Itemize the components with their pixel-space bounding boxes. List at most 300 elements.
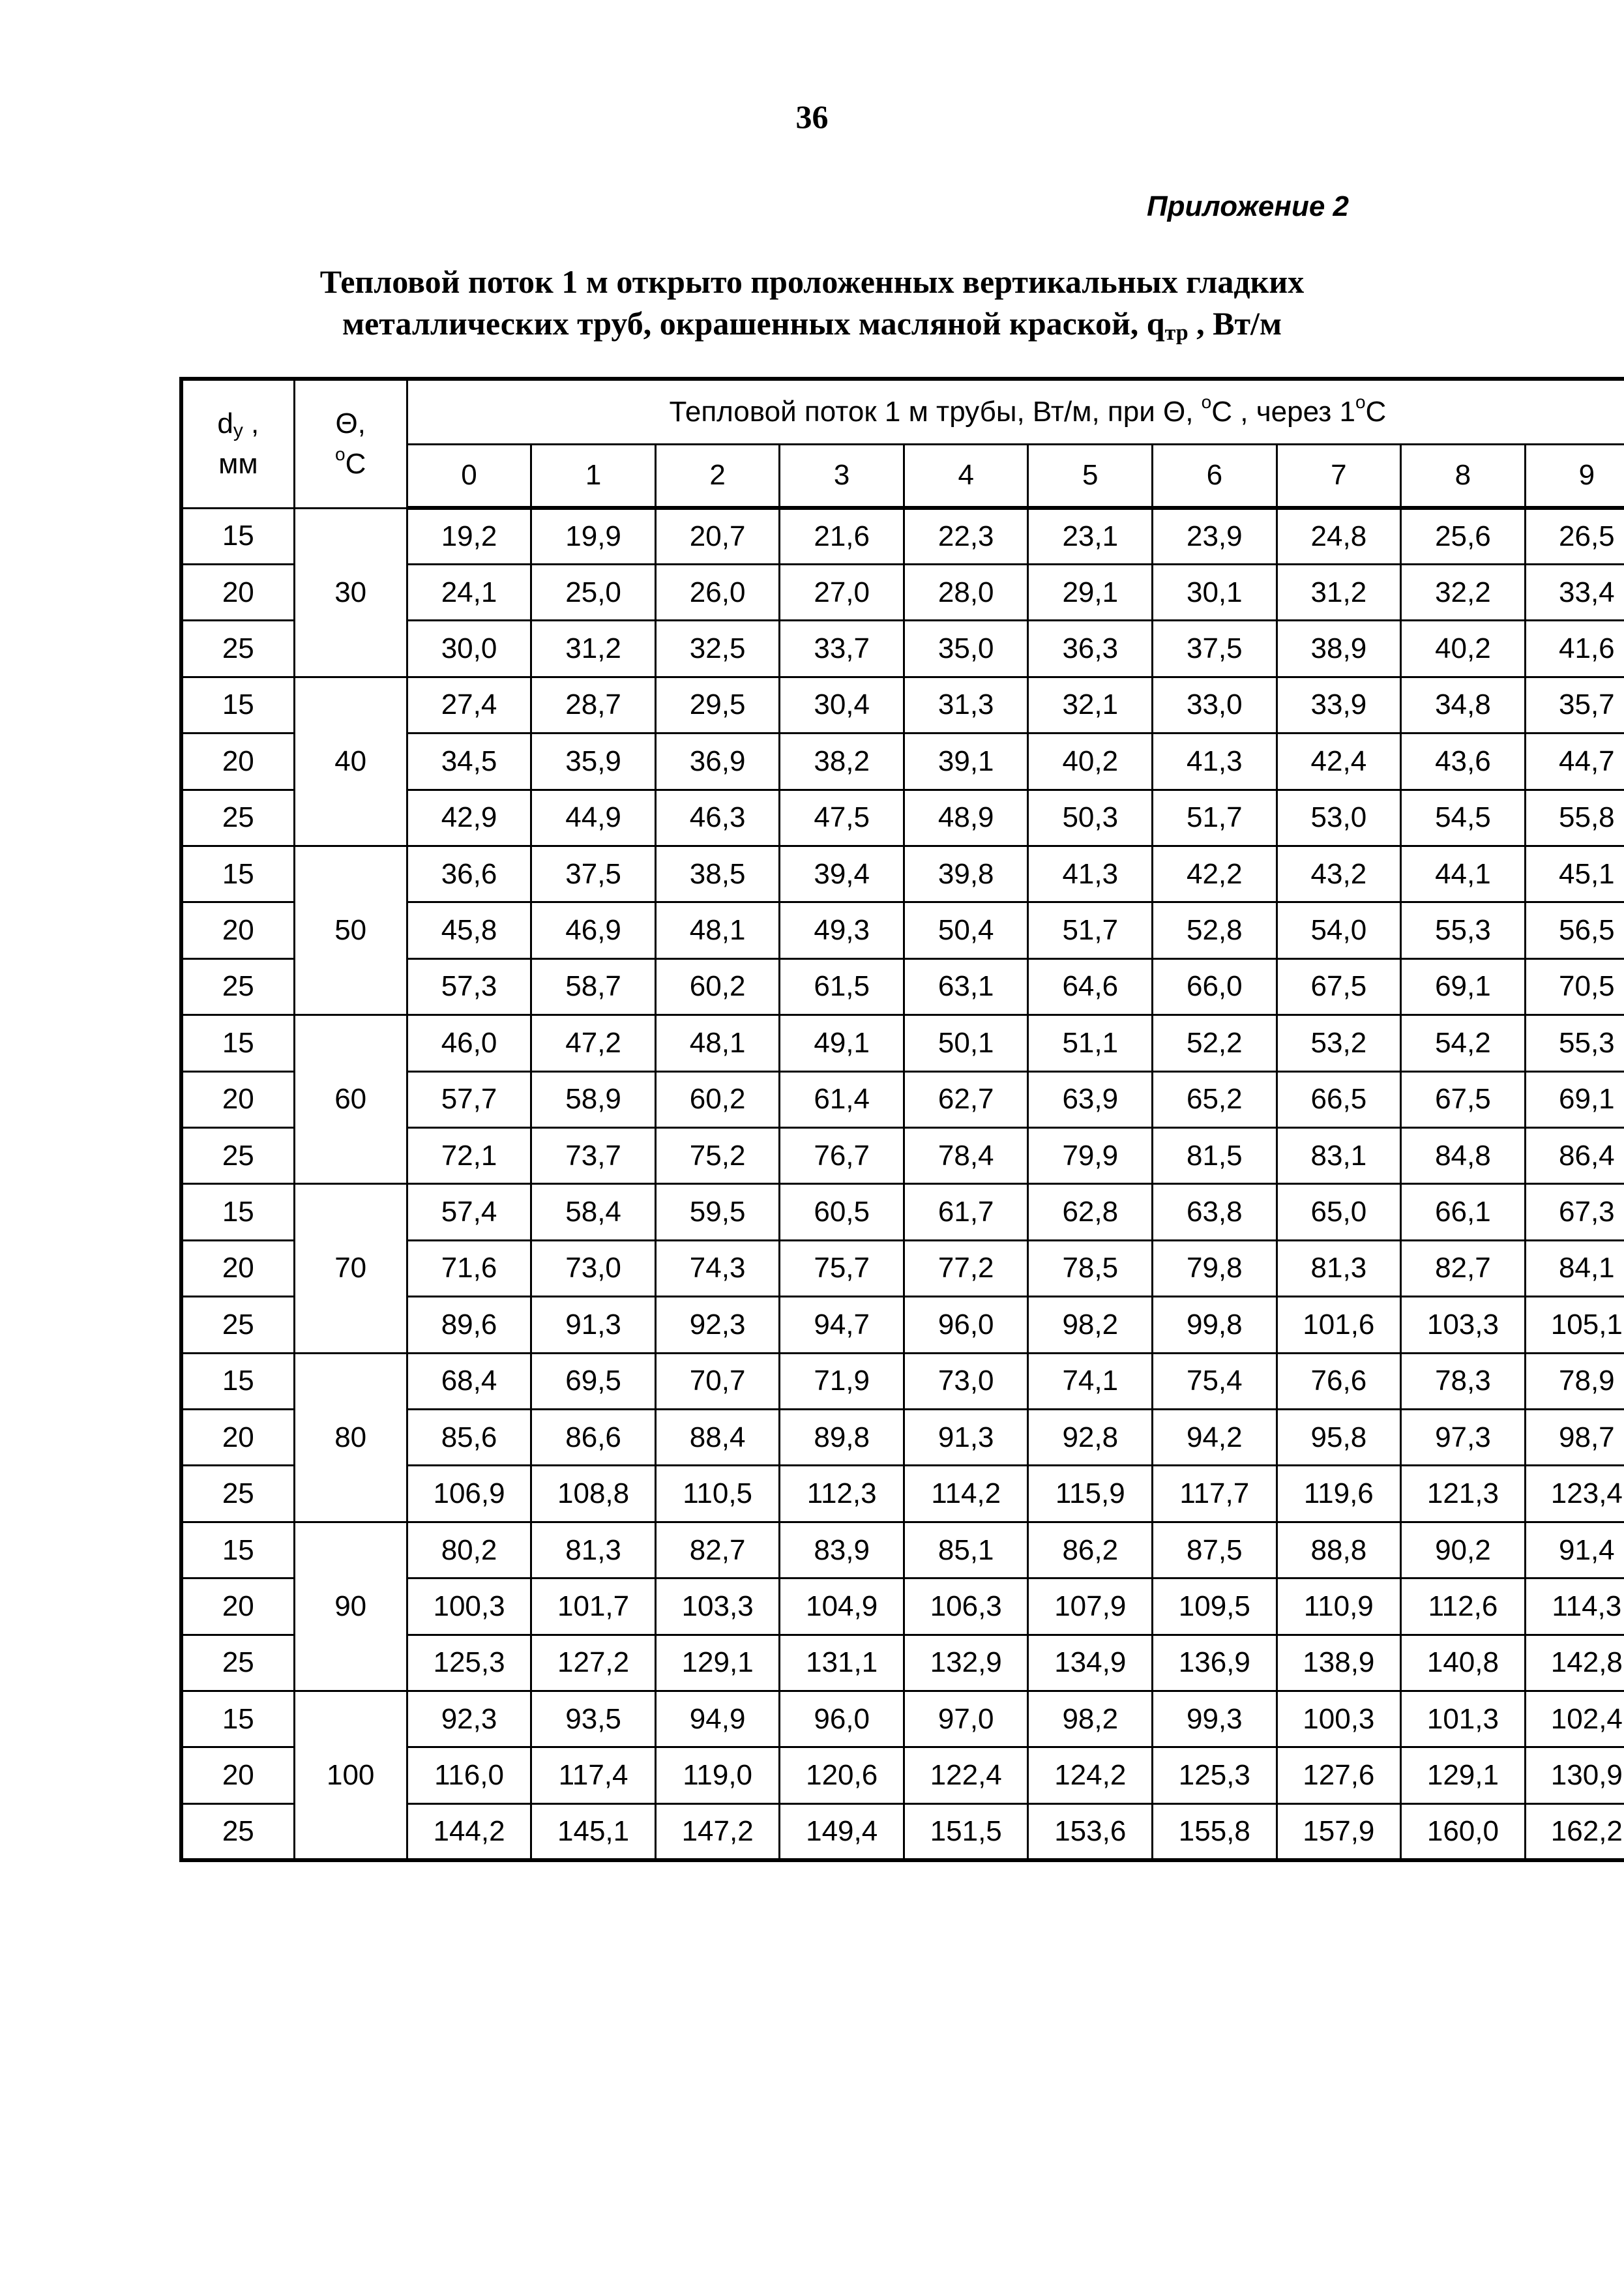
- value-cell: 76,7: [780, 1127, 904, 1183]
- value-cell: 82,7: [1401, 1240, 1526, 1296]
- value-cell: 116,0: [407, 1747, 531, 1803]
- dy-cell: 15: [181, 1691, 294, 1747]
- table-row: [181, 677, 1624, 733]
- title-line-2-suffix: , Вт/м: [1188, 305, 1282, 342]
- value-cell: 49,1: [780, 1015, 904, 1071]
- value-cell: 57,3: [407, 958, 531, 1015]
- value-cell: 140,8: [1401, 1635, 1526, 1691]
- value-cell: 53,0: [1277, 790, 1401, 846]
- value-cell: 66,1: [1401, 1184, 1526, 1240]
- value-cell: 101,3: [1401, 1691, 1526, 1747]
- value-cell: 34,8: [1401, 677, 1526, 733]
- value-cell: 54,0: [1277, 902, 1401, 958]
- value-cell: 57,7: [407, 1071, 531, 1127]
- value-cell: 44,7: [1525, 734, 1624, 790]
- value-cell: 35,9: [531, 734, 656, 790]
- value-cell: 58,7: [531, 958, 656, 1015]
- value-cell: 33,9: [1277, 677, 1401, 733]
- value-cell: 97,3: [1401, 1410, 1526, 1466]
- value-cell: 32,1: [1028, 677, 1153, 733]
- value-cell: 60,2: [655, 958, 780, 1015]
- value-cell: 107,9: [1028, 1578, 1153, 1635]
- value-cell: 55,8: [1525, 790, 1624, 846]
- value-cell: 46,0: [407, 1015, 531, 1071]
- value-cell: 151,5: [904, 1803, 1028, 1860]
- value-cell: 119,6: [1277, 1466, 1401, 1522]
- value-cell: 63,8: [1153, 1184, 1277, 1240]
- value-cell: 102,4: [1525, 1691, 1624, 1747]
- value-cell: 51,7: [1028, 902, 1153, 958]
- value-cell: 21,6: [780, 508, 904, 564]
- value-cell: 104,9: [780, 1578, 904, 1635]
- value-cell: 67,5: [1401, 1071, 1526, 1127]
- value-cell: 131,1: [780, 1635, 904, 1691]
- value-cell: 95,8: [1277, 1410, 1401, 1466]
- value-cell: 30,1: [1153, 564, 1277, 620]
- value-cell: 89,8: [780, 1410, 904, 1466]
- value-cell: 38,2: [780, 734, 904, 790]
- value-cell: 73,0: [531, 1240, 656, 1296]
- value-cell: 75,2: [655, 1127, 780, 1183]
- value-cell: 117,7: [1153, 1466, 1277, 1522]
- heat-flow-table: [179, 377, 1624, 1862]
- dy-cell: 25: [181, 1127, 294, 1183]
- value-cell: 55,3: [1525, 1015, 1624, 1071]
- value-cell: 120,6: [780, 1747, 904, 1803]
- value-cell: 147,2: [655, 1803, 780, 1860]
- value-cell: 37,5: [531, 846, 656, 902]
- value-cell: 66,5: [1277, 1071, 1401, 1127]
- theta-cell: 50: [294, 846, 407, 1015]
- dy-cell: 15: [181, 677, 294, 733]
- value-cell: 106,9: [407, 1466, 531, 1522]
- appendix-label: Приложение 2: [1147, 190, 1349, 222]
- title-line-2-prefix: металлических труб, окрашенных масляной краской, q: [342, 305, 1165, 342]
- step-column-header: 7: [1277, 444, 1401, 508]
- value-cell: 30,4: [780, 677, 904, 733]
- value-cell: 78,3: [1401, 1353, 1526, 1409]
- theta-column-header: Θ, $^o$C: [294, 379, 407, 508]
- value-cell: 86,6: [531, 1410, 656, 1466]
- value-cell: 75,7: [780, 1240, 904, 1296]
- value-cell: 71,9: [780, 1353, 904, 1409]
- value-cell: 32,5: [655, 621, 780, 677]
- theta-cell: 30: [294, 508, 407, 677]
- value-cell: 96,0: [904, 1297, 1028, 1353]
- value-cell: 124,2: [1028, 1747, 1153, 1803]
- value-cell: 41,3: [1028, 846, 1153, 902]
- value-cell: 22,3: [904, 508, 1028, 564]
- value-cell: 85,6: [407, 1410, 531, 1466]
- value-cell: 31,3: [904, 677, 1028, 733]
- value-cell: 40,2: [1401, 621, 1526, 677]
- value-cell: 94,2: [1153, 1410, 1277, 1466]
- value-cell: 125,3: [1153, 1747, 1277, 1803]
- value-cell: 110,5: [655, 1466, 780, 1522]
- value-cell: 65,2: [1153, 1071, 1277, 1127]
- value-cell: 114,3: [1525, 1578, 1624, 1635]
- step-column-header: 0: [407, 444, 531, 508]
- value-cell: 81,3: [531, 1522, 656, 1578]
- value-cell: 67,3: [1525, 1184, 1624, 1240]
- value-cell: 88,8: [1277, 1522, 1401, 1578]
- value-cell: 144,2: [407, 1803, 531, 1860]
- value-cell: 103,3: [655, 1578, 780, 1635]
- dy-cell: 20: [181, 1747, 294, 1803]
- value-cell: 33,0: [1153, 677, 1277, 733]
- value-cell: 94,7: [780, 1297, 904, 1353]
- value-cell: 114,2: [904, 1466, 1028, 1522]
- value-cell: 119,0: [655, 1747, 780, 1803]
- value-cell: 24,8: [1277, 508, 1401, 564]
- value-cell: 117,4: [531, 1747, 656, 1803]
- value-cell: 92,8: [1028, 1410, 1153, 1466]
- value-cell: 52,8: [1153, 902, 1277, 958]
- value-cell: 97,0: [904, 1691, 1028, 1747]
- value-cell: 28,7: [531, 677, 656, 733]
- value-cell: 92,3: [655, 1297, 780, 1353]
- value-cell: 48,1: [655, 1015, 780, 1071]
- value-cell: 49,3: [780, 902, 904, 958]
- value-cell: 79,8: [1153, 1240, 1277, 1296]
- value-cell: 134,9: [1028, 1635, 1153, 1691]
- value-cell: 162,2: [1525, 1803, 1624, 1860]
- value-cell: 74,1: [1028, 1353, 1153, 1409]
- value-cell: 153,6: [1028, 1803, 1153, 1860]
- value-cell: 31,2: [531, 621, 656, 677]
- title-subscript: тр: [1164, 321, 1188, 345]
- value-cell: 20,7: [655, 508, 780, 564]
- dy-cell: 20: [181, 734, 294, 790]
- value-cell: 35,7: [1525, 677, 1624, 733]
- value-cell: 43,2: [1277, 846, 1401, 902]
- value-cell: 39,1: [904, 734, 1028, 790]
- value-cell: 38,5: [655, 846, 780, 902]
- dy-cell: 15: [181, 1184, 294, 1240]
- value-cell: 59,5: [655, 1184, 780, 1240]
- dy-cell: 20: [181, 902, 294, 958]
- dy-cell: 20: [181, 1410, 294, 1466]
- value-cell: 69,1: [1525, 1071, 1624, 1127]
- value-cell: 101,6: [1277, 1297, 1401, 1353]
- value-cell: 75,4: [1153, 1353, 1277, 1409]
- value-cell: 88,4: [655, 1410, 780, 1466]
- value-cell: 48,1: [655, 902, 780, 958]
- value-cell: 86,2: [1028, 1522, 1153, 1578]
- value-cell: 36,3: [1028, 621, 1153, 677]
- value-cell: 90,2: [1401, 1522, 1526, 1578]
- step-column-header: 4: [904, 444, 1028, 508]
- value-cell: 39,8: [904, 846, 1028, 902]
- value-cell: 145,1: [531, 1803, 656, 1860]
- value-cell: 82,7: [655, 1522, 780, 1578]
- value-cell: 73,0: [904, 1353, 1028, 1409]
- value-cell: 69,5: [531, 1353, 656, 1409]
- dy-cell: 25: [181, 1297, 294, 1353]
- value-cell: 43,6: [1401, 734, 1526, 790]
- value-cell: 130,9: [1525, 1747, 1624, 1803]
- value-cell: 99,3: [1153, 1691, 1277, 1747]
- value-cell: 101,7: [531, 1578, 656, 1635]
- value-cell: 61,4: [780, 1071, 904, 1127]
- value-cell: 70,7: [655, 1353, 780, 1409]
- dy-cell: 25: [181, 1803, 294, 1860]
- value-cell: 53,2: [1277, 1015, 1401, 1071]
- dy-cell: 15: [181, 1015, 294, 1071]
- value-cell: 62,7: [904, 1071, 1028, 1127]
- value-cell: 89,6: [407, 1297, 531, 1353]
- value-cell: 96,0: [780, 1691, 904, 1747]
- value-cell: 37,5: [1153, 621, 1277, 677]
- value-cell: 94,9: [655, 1691, 780, 1747]
- value-cell: 60,2: [655, 1071, 780, 1127]
- value-cell: 58,9: [531, 1071, 656, 1127]
- value-cell: 69,1: [1401, 958, 1526, 1015]
- value-cell: 47,5: [780, 790, 904, 846]
- value-cell: 112,3: [780, 1466, 904, 1522]
- value-cell: 51,7: [1153, 790, 1277, 846]
- value-cell: 103,3: [1401, 1297, 1526, 1353]
- value-cell: 93,5: [531, 1691, 656, 1747]
- value-cell: 47,2: [531, 1015, 656, 1071]
- value-cell: 78,9: [1525, 1353, 1624, 1409]
- value-cell: 129,1: [1401, 1747, 1526, 1803]
- value-cell: 60,5: [780, 1184, 904, 1240]
- value-cell: 125,3: [407, 1635, 531, 1691]
- value-cell: 44,9: [531, 790, 656, 846]
- value-cell: 115,9: [1028, 1466, 1153, 1522]
- step-column-header: 5: [1028, 444, 1153, 508]
- value-cell: 84,8: [1401, 1127, 1526, 1183]
- value-cell: 25,6: [1401, 508, 1526, 564]
- value-cell: 55,3: [1401, 902, 1526, 958]
- value-cell: 98,2: [1028, 1297, 1153, 1353]
- value-cell: 136,9: [1153, 1635, 1277, 1691]
- value-cell: 32,2: [1401, 564, 1526, 620]
- value-cell: 132,9: [904, 1635, 1028, 1691]
- value-cell: 91,3: [531, 1297, 656, 1353]
- title-line-2: [0, 303, 1624, 344]
- value-cell: 64,6: [1028, 958, 1153, 1015]
- value-cell: 52,2: [1153, 1015, 1277, 1071]
- value-cell: 39,4: [780, 846, 904, 902]
- value-cell: 34,5: [407, 734, 531, 790]
- value-cell: 50,4: [904, 902, 1028, 958]
- value-cell: 28,0: [904, 564, 1028, 620]
- dy-cell: 20: [181, 1578, 294, 1635]
- value-cell: 33,4: [1525, 564, 1624, 620]
- table-title: [0, 261, 1624, 344]
- value-cell: 87,5: [1153, 1522, 1277, 1578]
- value-cell: 30,0: [407, 621, 531, 677]
- value-cell: 27,0: [780, 564, 904, 620]
- value-cell: 80,2: [407, 1522, 531, 1578]
- value-cell: 51,1: [1028, 1015, 1153, 1071]
- value-cell: 57,4: [407, 1184, 531, 1240]
- theta-cell: 70: [294, 1184, 407, 1353]
- value-cell: 127,2: [531, 1635, 656, 1691]
- value-cell: 78,4: [904, 1127, 1028, 1183]
- step-column-header: 6: [1153, 444, 1277, 508]
- dy-cell: 15: [181, 508, 294, 564]
- value-cell: 72,1: [407, 1127, 531, 1183]
- table-row: [181, 508, 1624, 564]
- value-cell: 48,9: [904, 790, 1028, 846]
- value-cell: 31,2: [1277, 564, 1401, 620]
- value-cell: 61,5: [780, 958, 904, 1015]
- value-cell: 26,5: [1525, 508, 1624, 564]
- value-cell: 81,5: [1153, 1127, 1277, 1183]
- value-cell: 160,0: [1401, 1803, 1526, 1860]
- value-cell: 41,3: [1153, 734, 1277, 790]
- value-cell: 23,1: [1028, 508, 1153, 564]
- value-cell: 110,9: [1277, 1578, 1401, 1635]
- value-cell: 85,1: [904, 1522, 1028, 1578]
- dy-cell: 25: [181, 1635, 294, 1691]
- step-column-header: 2: [655, 444, 780, 508]
- value-cell: 42,4: [1277, 734, 1401, 790]
- value-cell: 50,3: [1028, 790, 1153, 846]
- table-row: [181, 1015, 1624, 1071]
- value-cell: 123,4: [1525, 1466, 1624, 1522]
- value-cell: 98,2: [1028, 1691, 1153, 1747]
- value-cell: 61,7: [904, 1184, 1028, 1240]
- value-cell: 122,4: [904, 1747, 1028, 1803]
- dy-cell: 25: [181, 790, 294, 846]
- value-cell: 66,0: [1153, 958, 1277, 1015]
- table-row: [181, 846, 1624, 902]
- value-cell: 109,5: [1153, 1578, 1277, 1635]
- value-cell: 27,4: [407, 677, 531, 733]
- value-cell: 54,2: [1401, 1015, 1526, 1071]
- value-cell: 98,7: [1525, 1410, 1624, 1466]
- value-cell: 106,3: [904, 1578, 1028, 1635]
- value-cell: 46,3: [655, 790, 780, 846]
- value-cell: 138,9: [1277, 1635, 1401, 1691]
- value-cell: 63,9: [1028, 1071, 1153, 1127]
- value-cell: 108,8: [531, 1466, 656, 1522]
- value-cell: 26,0: [655, 564, 780, 620]
- value-cell: 129,1: [655, 1635, 780, 1691]
- value-cell: 62,8: [1028, 1184, 1153, 1240]
- value-cell: 100,3: [1277, 1691, 1401, 1747]
- value-cell: 38,9: [1277, 621, 1401, 677]
- value-cell: 77,2: [904, 1240, 1028, 1296]
- theta-cell: 80: [294, 1353, 407, 1522]
- value-cell: 74,3: [655, 1240, 780, 1296]
- value-cell: 19,2: [407, 508, 531, 564]
- value-cell: 78,5: [1028, 1240, 1153, 1296]
- value-cell: 70,5: [1525, 958, 1624, 1015]
- dy-cell: 20: [181, 1071, 294, 1127]
- theta-cell: 90: [294, 1522, 407, 1691]
- value-cell: 54,5: [1401, 790, 1526, 846]
- value-cell: 121,3: [1401, 1466, 1526, 1522]
- value-cell: 86,4: [1525, 1127, 1624, 1183]
- value-cell: 127,6: [1277, 1747, 1401, 1803]
- value-cell: 24,1: [407, 564, 531, 620]
- value-cell: 84,1: [1525, 1240, 1624, 1296]
- value-cell: 42,2: [1153, 846, 1277, 902]
- dy-cell: 15: [181, 1522, 294, 1578]
- value-cell: 99,8: [1153, 1297, 1277, 1353]
- value-cell: 68,4: [407, 1353, 531, 1409]
- value-cell: 42,9: [407, 790, 531, 846]
- theta-cell: 100: [294, 1691, 407, 1860]
- value-cell: 45,1: [1525, 846, 1624, 902]
- heat-flow-group-header: Тепловой поток 1 м трубы, Вт/м, при Θ, $^o$С , через 1$^o$С: [407, 379, 1624, 444]
- theta-cell: 60: [294, 1015, 407, 1184]
- value-cell: 36,9: [655, 734, 780, 790]
- step-column-header: 9: [1525, 444, 1624, 508]
- value-cell: 100,3: [407, 1578, 531, 1635]
- value-cell: 76,6: [1277, 1353, 1401, 1409]
- value-cell: 79,9: [1028, 1127, 1153, 1183]
- value-cell: 40,2: [1028, 734, 1153, 790]
- value-cell: 65,0: [1277, 1184, 1401, 1240]
- value-cell: 81,3: [1277, 1240, 1401, 1296]
- table-row: [181, 1353, 1624, 1409]
- value-cell: 58,4: [531, 1184, 656, 1240]
- value-cell: 63,1: [904, 958, 1028, 1015]
- title-line-1: Тепловой поток 1 м открыто проложенных вертикальных гладких: [319, 263, 1305, 300]
- value-cell: 92,3: [407, 1691, 531, 1747]
- step-column-header: 8: [1401, 444, 1526, 508]
- value-cell: 36,6: [407, 846, 531, 902]
- value-cell: 83,9: [780, 1522, 904, 1578]
- table-row: [181, 1184, 1624, 1240]
- value-cell: 105,1: [1525, 1297, 1624, 1353]
- dy-cell: 15: [181, 846, 294, 902]
- value-cell: 45,8: [407, 902, 531, 958]
- value-cell: 25,0: [531, 564, 656, 620]
- dy-cell: 25: [181, 621, 294, 677]
- value-cell: 46,9: [531, 902, 656, 958]
- value-cell: 56,5: [1525, 902, 1624, 958]
- value-cell: 23,9: [1153, 508, 1277, 564]
- value-cell: 67,5: [1277, 958, 1401, 1015]
- table-row: [181, 1691, 1624, 1747]
- value-cell: 91,3: [904, 1410, 1028, 1466]
- value-cell: 112,6: [1401, 1578, 1526, 1635]
- value-cell: 29,5: [655, 677, 780, 733]
- value-cell: 91,4: [1525, 1522, 1624, 1578]
- value-cell: 19,9: [531, 508, 656, 564]
- page-number: 36: [795, 98, 829, 135]
- value-cell: 44,1: [1401, 846, 1526, 902]
- dy-cell: 20: [181, 564, 294, 620]
- value-cell: 41,6: [1525, 621, 1624, 677]
- value-cell: 155,8: [1153, 1803, 1277, 1860]
- value-cell: 83,1: [1277, 1127, 1401, 1183]
- value-cell: 71,6: [407, 1240, 531, 1296]
- step-column-header: 1: [531, 444, 656, 508]
- table-row: [181, 1522, 1624, 1578]
- value-cell: 149,4: [780, 1803, 904, 1860]
- dy-cell: 20: [181, 1240, 294, 1296]
- value-cell: 35,0: [904, 621, 1028, 677]
- dy-cell: 25: [181, 1466, 294, 1522]
- value-cell: 142,8: [1525, 1635, 1624, 1691]
- theta-cell: 40: [294, 677, 407, 846]
- dy-cell: 15: [181, 1353, 294, 1409]
- dy-cell: 25: [181, 958, 294, 1015]
- value-cell: 157,9: [1277, 1803, 1401, 1860]
- step-column-header: 3: [780, 444, 904, 508]
- value-cell: 29,1: [1028, 564, 1153, 620]
- value-cell: 50,1: [904, 1015, 1028, 1071]
- value-cell: 33,7: [780, 621, 904, 677]
